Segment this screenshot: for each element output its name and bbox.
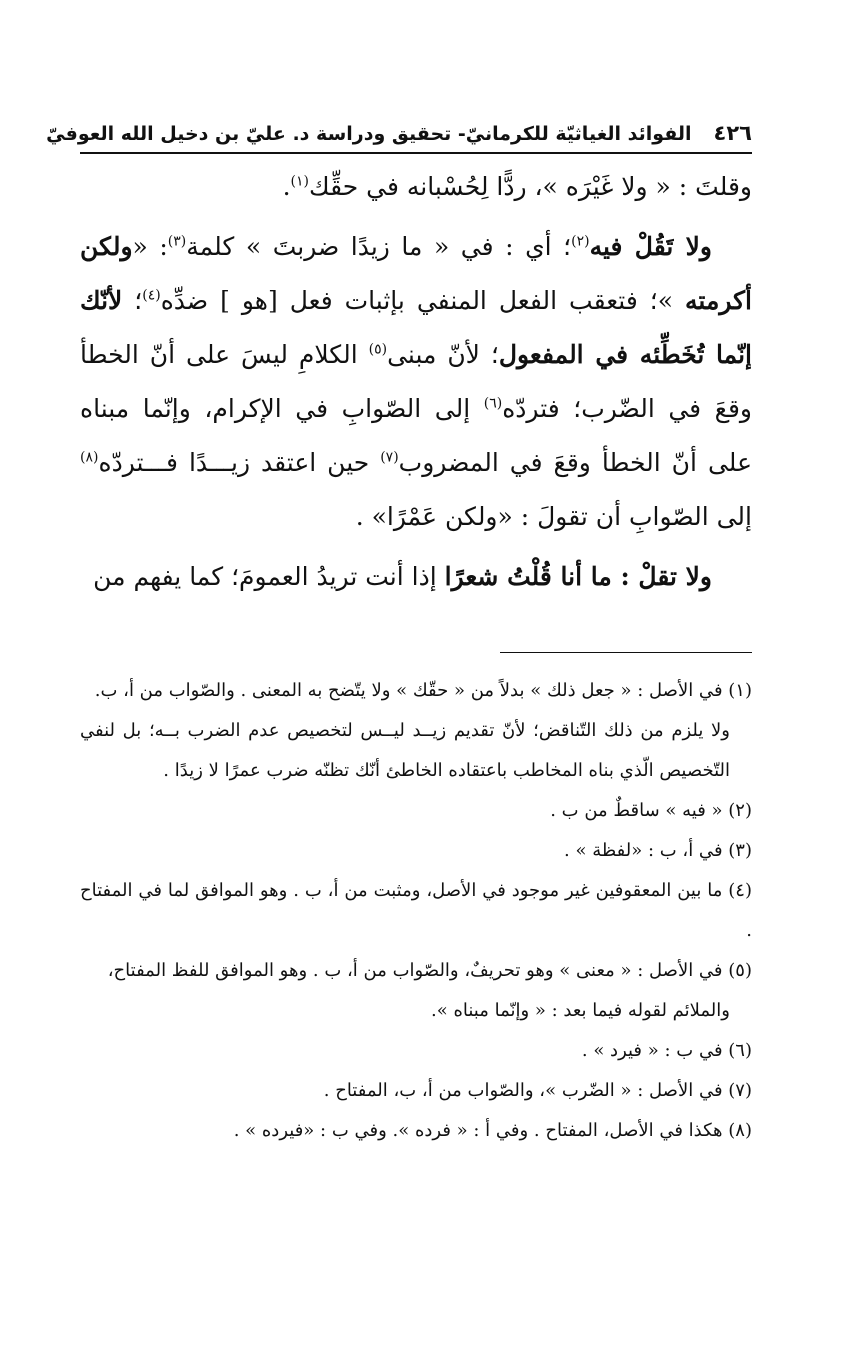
bold-phrase: ولكن أكرمته — [80, 232, 752, 315]
footnote-5 — [80, 951, 752, 1031]
text-run: ؛ أي : في « ما زيدًا ضربتَ » كلمة — [186, 232, 572, 261]
footnote-text: (٣) في أ، ب : «لفظة » . — [564, 840, 752, 861]
footnote-text: (٥) في الأصل : « معنى » وهو تحريفٌ، والصّواب من أ، ب . وهو الموافق للفظ المفتاح، — [107, 960, 752, 981]
footnote-2 — [80, 791, 752, 831]
paragraph-2 — [80, 220, 752, 544]
footnote-text: (١) في الأصل : « جعل ذلك » بدلاً من « حقّك » ولا يتّضح به المعنى . والصّواب من أ، ب. — [94, 680, 752, 701]
footnote-separator — [500, 652, 752, 653]
footnotes — [80, 671, 752, 1151]
running-header — [46, 118, 752, 152]
text-run: الكلامِ ليسَ على أنّ الخطأ وقعَ في الضّرب؛ فتردّه — [80, 340, 752, 423]
footnote-7 — [80, 1071, 752, 1111]
text-run: إلى الصّوابِ في الإكرام، وإنّما مبناه على أنّ الخطأ وقعَ في المضروب — [80, 394, 752, 477]
footnote-1 — [80, 671, 752, 791]
text-run: إلى الصّوابِ أن تقولَ : «ولكن عَمْرًا» . — [355, 502, 752, 531]
running-title: الفوائد الغياثيّة للكرمانيّ- تحقيق ودراسة د. عليّ بن دخيل الله العوفيّ — [46, 123, 692, 145]
text-run: »؛ فتعقب الفعل المنفي بإثبات فعل [هو ] ضدِّه — [160, 286, 686, 315]
footnote-ref: (٥) — [368, 341, 388, 358]
text-run: ؛ — [122, 286, 143, 315]
text-run: إذا أنت تريدُ العمومَ؛ كما يفهم من — [93, 562, 445, 591]
footnote-text: (٦) في ب : « فيرد » . — [581, 1040, 752, 1061]
paragraph-1 — [80, 160, 752, 214]
footnote-continuation: ولا يلزم من ذلك التّناقض؛ لأنّ تقديم زيــد ليــس لتخصيص عدم الضرب بــه؛ بل لنفي التّخصيص الّذي بناه المخاطب باعتقاده الخاطئ أنّك تظنّه ضرب عمرًا لا زيدًا . — [80, 720, 730, 781]
footnote-text: (٧) في الأصل : « الضّرب »، والصّواب من أ، ب، المفتاح . — [323, 1080, 752, 1101]
paragraph-3 — [80, 550, 752, 604]
footnote-continuation: والملائم لقوله فيما بعد : « وإنّما مبناه ». — [430, 1000, 730, 1021]
bold-phrase: ولا تَقُلْ فيه — [589, 232, 712, 261]
footnote-text: (٤) ما بين المعقوفين غير موجود في الأصل، ومثبت من أ، ب . وهو الموافق لما في المفتاح . — [80, 880, 752, 941]
footnote-ref: (٨) — [80, 449, 99, 466]
main-text — [80, 160, 752, 604]
footnote-ref: (٢) — [571, 233, 590, 250]
text-run: وقلتَ : « ولا غَيْرَه »، ردًّا لِحُسْبانه في حقِّك — [309, 172, 752, 201]
footnote-ref: (٦) — [483, 395, 503, 412]
bold-phrase: ولا تقلْ : ما أنا قُلْتُ شعرًا — [444, 562, 712, 591]
header-rule — [80, 152, 752, 154]
footnote-ref: (٣) — [167, 233, 187, 250]
footnote-text: (٢) « فيه » ساقطٌ من ب . — [550, 800, 752, 821]
text-run: ؛ لأنّ مبنى — [387, 340, 499, 369]
footnote-ref: (٧) — [380, 449, 399, 466]
text-run: . — [282, 172, 291, 201]
footnote-8 — [80, 1111, 752, 1151]
text-run: حين اعتقد زيـــدًا فـــتردّه — [98, 448, 381, 477]
footnote-6 — [80, 1031, 752, 1071]
footnote-text: (٨) هكذا في الأصل، المفتاح . وفي أ : « فرده ». وفي ب : «فيرده » . — [233, 1120, 752, 1141]
text-run: : « — [132, 232, 168, 261]
footnote-ref: (٤) — [142, 287, 161, 304]
footnote-ref: (١) — [290, 173, 310, 190]
page-number: ٤٢٦ — [713, 121, 752, 145]
book-page — [46, 118, 752, 1151]
footnote-4 — [80, 871, 752, 951]
footnote-3 — [80, 831, 752, 871]
bold-phrase: لأنّك إنّما تُخَطِّئه في المفعول — [80, 286, 752, 369]
